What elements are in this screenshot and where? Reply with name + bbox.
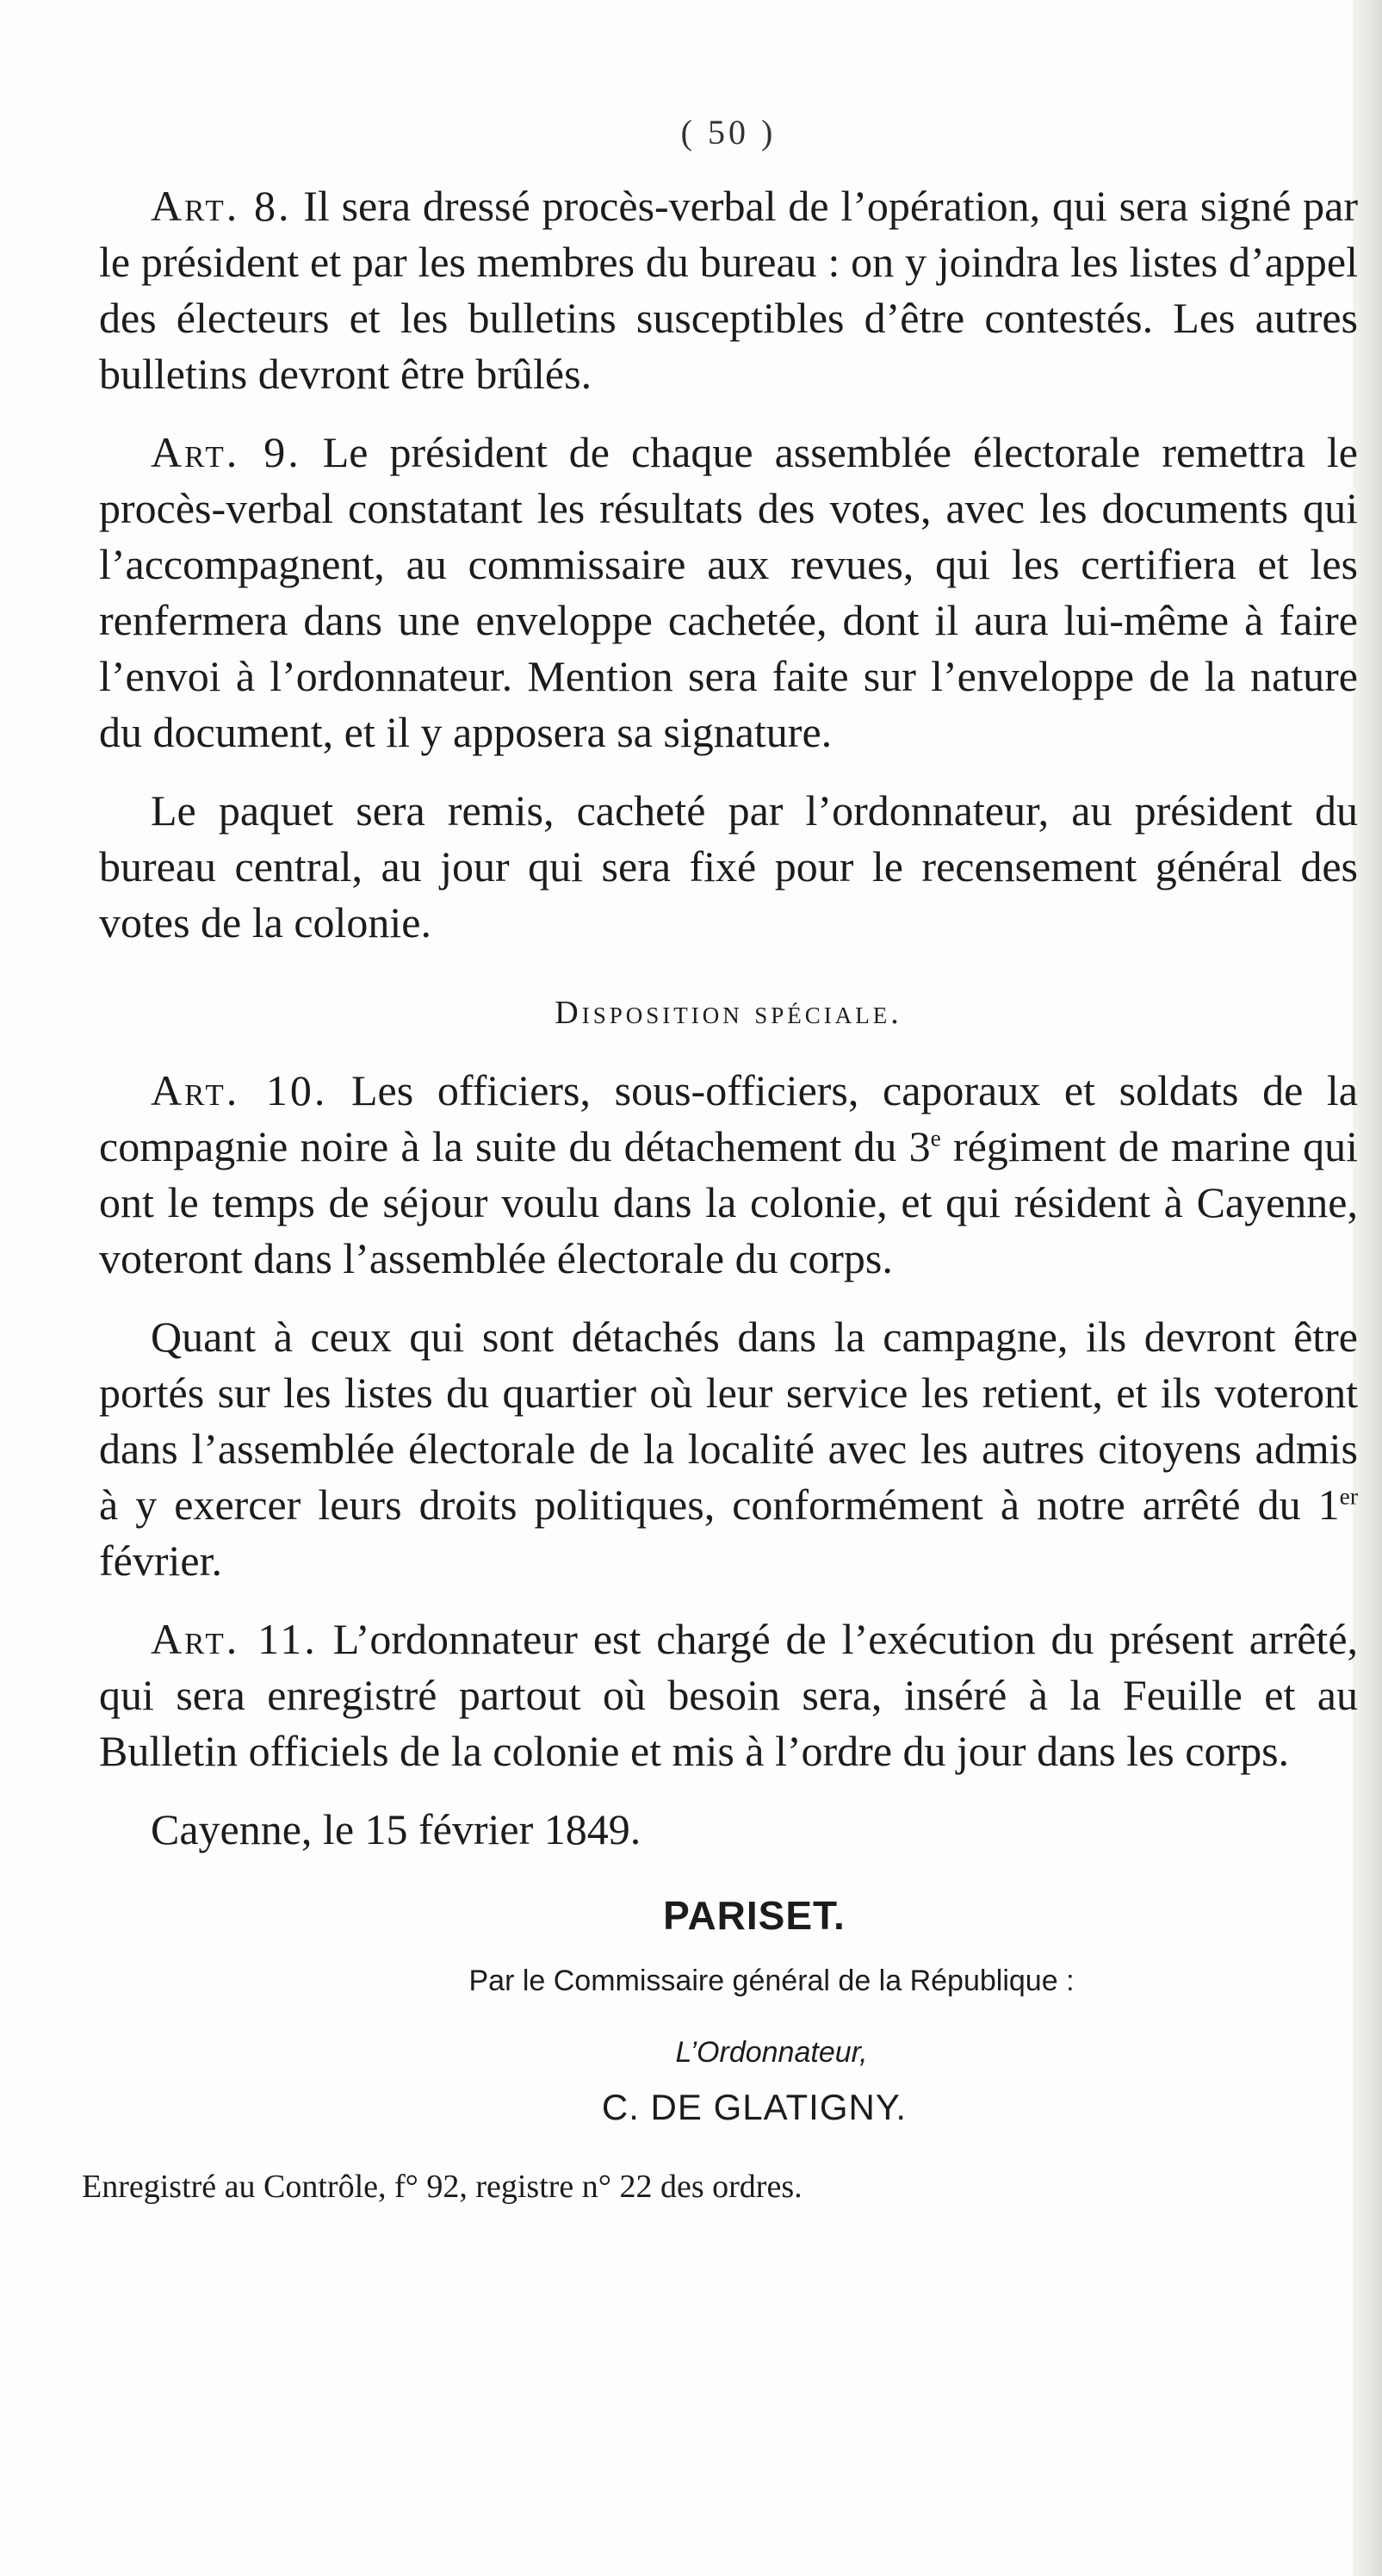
article-11-label: Art. 11. — [151, 1615, 318, 1663]
registration-note: Enregistré au Contrôle, f° 92, registre n° 22 des ordres. — [82, 2169, 803, 2205]
date-line: Cayenne, le 15 février 1849. — [151, 1805, 641, 1853]
section-heading: Disposition spéciale. — [555, 995, 902, 1031]
text-block — [82, 112, 1359, 2215]
article-11-text: L’ordonnateur est chargé de l’exécution du présent arrêté, qui sera enregistré partout où besoin sera, inséré à la Feuille et au Bulletin officiels de la colonie et mis à l’ordre du jour dans les corps. — [99, 1615, 1359, 1775]
article-10-label: Art. 10. — [151, 1066, 328, 1114]
article-10-text-a: Les officiers, sous-officiers, caporaux et soldats de la compagnie noire à la suite du détachement du 3 — [99, 1066, 1359, 1170]
article-10-paragraph-2-superscript: er — [1339, 1482, 1358, 1510]
signature-glatigny: C. DE GLATIGNY. — [601, 2087, 908, 2127]
article-9-text: Le président de chaque assemblée électorale remettra le procès-verbal constatant les résultats des votes, avec les documents qui l’accompagnent, au commissaire aux revues, qui les certifiera et les renfermera dans une enveloppe cachetée, dont il aura lui-même à faire l’envoi à l’ordonnateur. Mention sera faite sur l’enveloppe de la nature du document, et il y apposera sa signature. — [99, 428, 1358, 756]
article-10-paragraph-2-text-a: Quant à ceux qui sont détachés dans la campagne, ils devront être portés sur les listes du quartier où leur service les retient, et ils voteront dans l’assemblée électorale de la localité avec les autres citoyens admis à y exercer leurs droits politiques, conformément à notre arrêté du 1 — [99, 1313, 1358, 1529]
article-10-superscript: e — [930, 1124, 941, 1151]
article-10-paragraph-2 — [99, 1309, 1358, 1589]
article-10 — [99, 1063, 1358, 1287]
article-8-label: Art. 8. — [151, 182, 292, 230]
signature-pariset: PARISET. — [663, 1893, 846, 1938]
article-9 — [99, 425, 1358, 760]
article-8 — [99, 178, 1358, 402]
role-ordonnateur: L’Ordonnateur, — [675, 2036, 868, 2069]
article-9-label: Art. 9. — [151, 428, 301, 476]
by-line: Par le Commissaire général de la République : — [468, 1965, 1075, 1997]
article-10-text-b: régiment de marine qui ont le temps de séjour voulu dans la colonie, et qui résident à Cayenne, voteront dans l’assemblée électorale du corps. — [99, 1122, 1358, 1282]
article-8-text: Il sera dressé procès-verbal de l’opération, qui sera signé par le président et par les membres du bureau : on y joindra les listes d’appel des électeurs et les bulletins susceptibles d’être contestés. Les autres bulletins devront être brûlés. — [99, 182, 1358, 398]
article-10-paragraph-2-text-b: février. — [99, 1536, 222, 1585]
page-number: ( 50 ) — [680, 113, 777, 152]
article-11 — [99, 1611, 1358, 1779]
article-9-paragraph-2: Le paquet sera remis, cacheté par l’ordonnateur, au président du bureau central, au jour qui sera fixé pour le recensement général des votes de la colonie. — [99, 786, 1358, 947]
